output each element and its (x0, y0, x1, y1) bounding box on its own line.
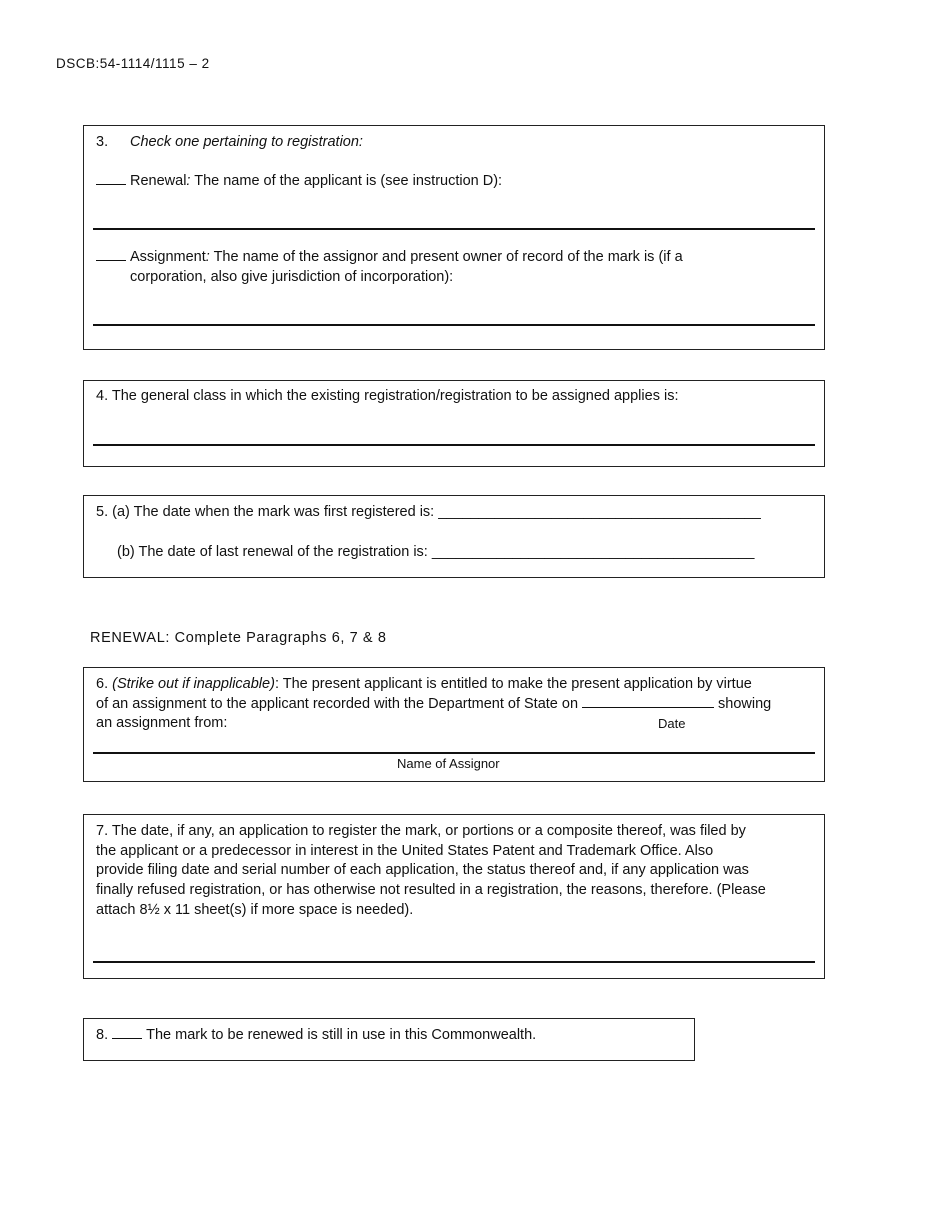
section-7-line1: 7. The date, if any, an application to register the mark, or portions or a composite thereof, was filed by (96, 823, 746, 839)
section-7-box (83, 814, 825, 979)
assignment-option: Assignment: The name of the assignor and present owner of record of the mark is (if a (96, 247, 683, 267)
form-id: DSCB:54-1114/1115 – 2 (56, 56, 210, 71)
strike-out-note: (Strike out if inapplicable) (112, 676, 275, 692)
section-6-line1: 6. (Strike out if inapplicable): The present applicant is entitled to make the present application by virtue (96, 676, 752, 692)
assignment-label: Assignment (130, 249, 206, 265)
section-6-box (83, 667, 825, 782)
assignment-checkbox-blank[interactable] (96, 259, 126, 261)
renewal-option: Renewal: The name of the applicant is (see instruction D): (96, 171, 502, 191)
renewal-checkbox-blank[interactable] (96, 183, 126, 185)
section-6-line3: an assignment from: (96, 715, 228, 731)
assignment-text-line1: The name of the assignor and present owner of record of the mark is (if a (209, 249, 683, 265)
in-use-checkbox-blank[interactable] (112, 1037, 142, 1039)
section-3-number: 3. (96, 134, 109, 150)
section-4-text: 4. The general class in which the existing registration/registration to be assigned applies is: (96, 388, 679, 404)
section-4-box (83, 380, 825, 467)
section-7-line3: provide filing date and serial number of each application, the status thereof and, if any application was (96, 862, 749, 878)
section-3-title: Check one pertaining to registration: (130, 134, 363, 150)
section-8-box (83, 1018, 695, 1061)
date-caption: Date (658, 716, 686, 731)
section-7-line2: the applicant or a predecessor in interest in the United States Patent and Trademark Office. Also (96, 843, 714, 859)
assignment-date-blank[interactable] (582, 706, 714, 708)
section-5-box (83, 495, 825, 578)
section-7-line5: attach 8½ x 11 sheet(s) if more space is needed). (96, 902, 414, 918)
assignor-caption: Name of Assignor (397, 756, 500, 771)
assignment-text-line2: corporation, also give jurisdiction of incorporation): (130, 269, 454, 285)
last-renewal-date[interactable]: (b) The date of last renewal of the registration is: ________________________________________ (117, 544, 755, 560)
renewal-label: Renewal (130, 173, 187, 189)
renewal-heading: RENEWAL: Complete Paragraphs 6, 7 & 8 (90, 630, 387, 646)
section-8-text: 8. The mark to be renewed is still in use in this Commonwealth. (96, 1027, 537, 1043)
renewal-applicant-name-line[interactable] (93, 228, 815, 230)
prior-application-line[interactable] (93, 961, 815, 963)
first-registered-date[interactable]: 5. (a) The date when the mark was first registered is: ________________________________________ (96, 504, 761, 520)
section-7-line4: finally refused registration, or has otherwise not resulted in a registration, the reasons, therefore. (Please (96, 882, 766, 898)
renewal-text: The name of the applicant is (see instruction D): (190, 173, 503, 189)
section-3-box (83, 125, 825, 350)
general-class-line[interactable] (93, 444, 815, 446)
section-6-line2: of an assignment to the applicant recorded with the Department of State on showing (96, 696, 772, 712)
assignor-name-line[interactable] (93, 324, 815, 326)
